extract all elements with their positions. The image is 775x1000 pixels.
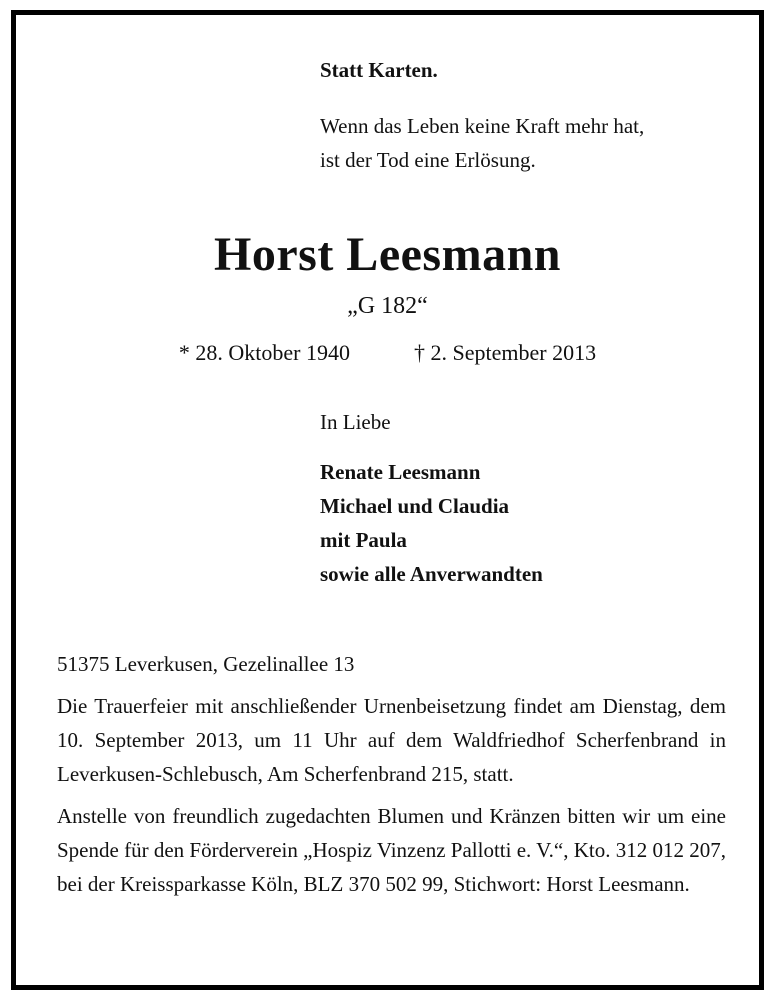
mourners-section (320, 405, 750, 591)
address-line: 51375 Leverkusen, Gezelinallee 13 (57, 652, 355, 676)
mourners-intro: In Liebe (320, 410, 391, 434)
mourner-name: Michael und Claudia (320, 494, 510, 518)
deceased-name: Horst Leesmann (214, 228, 561, 281)
ceremony-paragraph: Die Trauerfeier mit anschließender Urnenbeisetzung findet am Dienstag, dem 10. September 2013, um 11 Uhr auf dem Waldfriedhof Scherfenbrand in Leverkusen-Schlebusch, Am Scherfenbrand 215, statt. (57, 694, 726, 786)
intro-section (320, 53, 750, 177)
mourners-names (320, 455, 750, 591)
mourner-name: Renate Leesmann (320, 460, 481, 484)
deceased-nickname: „G 182“ (347, 293, 428, 319)
quote-line-1: Wenn das Leben keine Kraft mehr hat, (320, 114, 645, 138)
details-section (57, 647, 726, 909)
mourner-name: sowie alle Anverwandten (320, 562, 543, 586)
quote-line-2: ist der Tod eine Erlösung. (320, 148, 536, 172)
death-date: † 2. September 2013 (414, 340, 597, 365)
intro-heading: Statt Karten. (320, 58, 438, 82)
birth-date: * 28. Oktober 1940 (178, 340, 350, 365)
notice-frame (11, 10, 764, 990)
mourner-name: mit Paula (320, 528, 407, 552)
life-dates (16, 340, 759, 366)
donation-paragraph: Anstelle von freundlich zugedachten Blumen und Kränzen bitten wir um eine Spende für den Förderverein „Hospiz Vinzenz Pallotti e. V.“, Kto. 312 012 207, bei der Kreissparkasse Köln, BLZ 370 502 99, Stichwort: Horst Leesmann. (57, 804, 726, 896)
